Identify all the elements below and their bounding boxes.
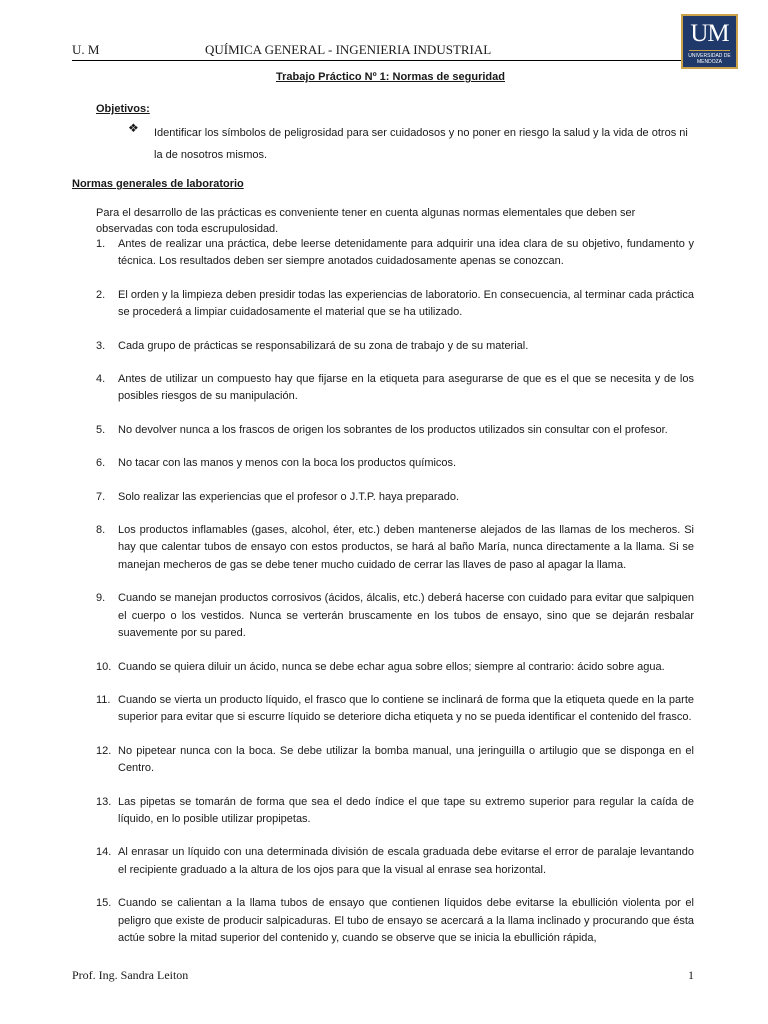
norm-number: 5.	[96, 423, 106, 436]
norm-item	[96, 489, 694, 506]
norm-text: No pipetear nunca con la boca. Se debe utilizar la bomba manual, una jeringuilla o artilugio que se disponga en el Centro.	[118, 744, 694, 775]
norm-text: Antes de realizar una práctica, debe leerse detenidamente para adquirir una idea clara de su objetivo, fundamento y técnica. Los resultados deben ser siempre anotados cuidadosamente apenas se conozcan.	[118, 238, 694, 268]
norm-text: Las pipetas se tomarán de forma que sea el dedo índice el que tape su extremo superior para regular la caída de líquido, en lo posible utilizar propipetas.	[118, 795, 694, 825]
norm-number: 8.	[96, 524, 106, 537]
norm-text: No tacar con las manos y menos con la boca los productos químicos.	[118, 457, 457, 470]
norm-number: 11.	[96, 693, 111, 706]
norm-number: 7.	[96, 490, 106, 503]
logo-subtext: UNIVERSIDAD DE MENDOZA	[688, 53, 731, 65]
objectives-heading: Objetivos:	[96, 103, 150, 115]
norm-item	[96, 590, 694, 642]
logo-divider	[689, 50, 730, 51]
norm-number: 1.	[96, 238, 106, 250]
section-heading: Normas generales de laboratorio	[72, 178, 244, 190]
norm-item	[96, 659, 694, 676]
norm-item	[96, 422, 694, 439]
norm-text: Los productos inflamables (gases, alcohol, éter, etc.) deben mantenerse alejados de las llamas de los mecheros. Si hay que calentar tubos de ensayo con estos productos, se hará al baño María, nunca directamente a la llama. Si se manejan mecheros de gas se debe tener mucho cuidado de cerrar las llaves de paso al apagar la llama.	[118, 524, 694, 571]
norm-text: Al enrasar un líquido con una determinada división de escala graduada debe evitarse el error de paralaje levantando el recipiente graduado a la altura de los ojos para que la visual al enrase sea horizontal.	[118, 846, 694, 876]
norm-text: Cada grupo de prácticas se responsabilizará de su zona de trabajo y de su material.	[118, 339, 529, 352]
norm-number: 15.	[96, 897, 112, 910]
norm-item	[96, 692, 694, 727]
norm-number: 14.	[96, 846, 112, 859]
norm-item	[96, 287, 694, 322]
university-logo	[681, 14, 738, 69]
norm-text: Cuando se manejan productos corrosivos (ácidos, álcalis, etc.) deberá hacerse con cuidado para evitar que salpiquen el cuerpo o los vestidos. Nunca se verterán bruscamente en los tubos de ensayo, sino que se dejarán resbalar suavemente por su pared.	[118, 592, 694, 640]
norm-number: 4.	[96, 373, 106, 386]
norm-item	[96, 371, 694, 406]
norms-list	[96, 236, 694, 963]
header-course-title: QUÍMICA GENERAL - INGENIERIA INDUSTRIAL	[205, 42, 492, 57]
diamond-bullet-icon: ❖	[128, 121, 139, 135]
norm-text: El orden y la limpieza deben presidir todas las experiencias de laboratorio. En consecuencia, al terminar cada práctica se procederá a limpiar cuidadosamente el material que se ha utilizado.	[118, 288, 694, 319]
norm-item	[96, 895, 694, 947]
objective-item: Identificar los símbolos de peligrosidad para ser cuidadosos y no poner en riesgo la salud y la vida de otros ni la de nosotros mismos.	[154, 127, 688, 161]
norm-text: Solo realizar las experiencias que el profesor o J.T.P. haya preparado.	[118, 490, 459, 503]
page-number: 1	[688, 968, 694, 982]
norm-number: 10.	[96, 660, 112, 673]
logo-initials: UM	[690, 20, 729, 47]
norm-item	[96, 338, 694, 355]
header-left-text: U. M	[72, 42, 100, 57]
norm-number: 6.	[96, 457, 106, 470]
norm-item	[96, 794, 694, 829]
footer-author: Prof. Ing. Sandra Leiton	[72, 968, 189, 982]
section-intro: Para el desarrollo de las prácticas es conveniente tener en cuenta algunas normas elementales que deben ser observadas con toda escrupulosidad.	[96, 207, 636, 235]
norm-item	[96, 455, 694, 472]
norm-number: 9.	[96, 592, 106, 605]
header-divider	[72, 60, 698, 61]
norm-item	[96, 743, 694, 778]
norm-text: Cuando se calientan a la llama tubos de ensayo que contienen líquidos debe evitarse la ebullición violenta por el peligro que existe de producir salpicaduras. El tubo de ensayo se acercará a la llama inclinado y procurando que ésta actúe sobre la mitad superior del contenido y, cuando se observe que se inicia la ebullición rápida,	[118, 897, 694, 944]
norm-text: No devolver nunca a los frascos de origen los sobrantes de los productos utilizados sin consultar con el profesor.	[118, 423, 668, 436]
norm-text: Cuando se quiera diluir un ácido, nunca se debe echar agua sobre ellos; siempre al contrario: ácido sobre agua.	[118, 660, 665, 673]
norm-item	[96, 236, 694, 271]
norm-item	[96, 522, 694, 574]
page-title: Trabajo Práctico Nº 1: Normas de seguridad	[276, 71, 505, 83]
norm-item	[96, 844, 694, 879]
norm-number: 3.	[96, 339, 106, 352]
norm-number: 12.	[96, 744, 112, 757]
norm-text: Antes de utilizar un compuesto hay que fijarse en la etiqueta para asegurarse de que es el que se necesita y de los posibles riesgos de su manipulación.	[118, 373, 694, 403]
norm-number: 2.	[96, 288, 106, 301]
norm-text: Cuando se vierta un producto líquido, el frasco que lo contiene se inclinará de forma que la etiqueta quede en la parte superior para evitar que si escurre líquido se deteriore dicha etiqueta y no se pueda identificar el contenido del frasco.	[118, 693, 694, 724]
norm-number: 13.	[96, 795, 112, 808]
